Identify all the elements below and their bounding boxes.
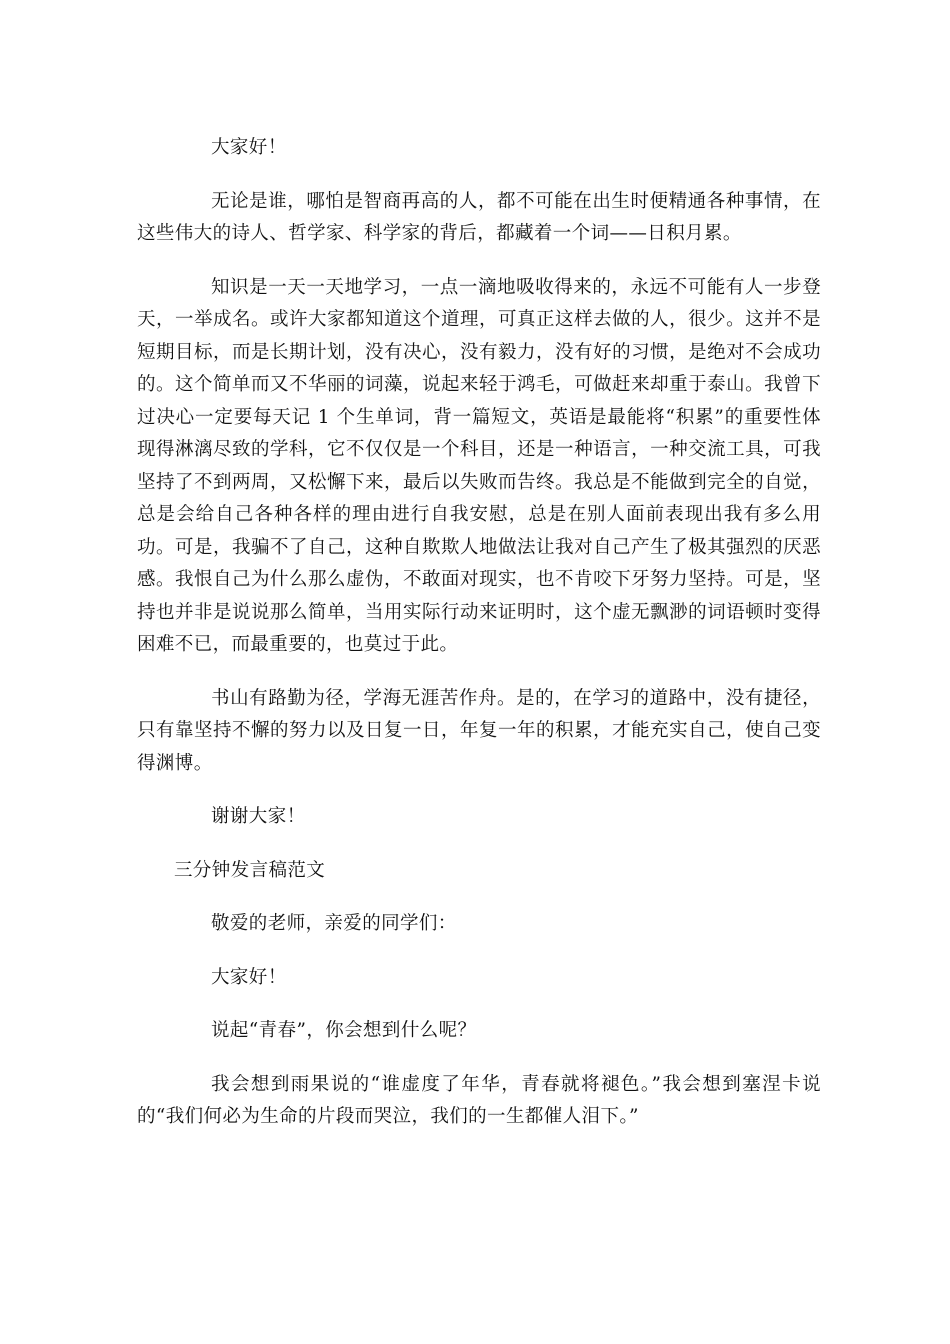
body-paragraph-3: 书山有路勤为径，学海无涯苦作舟。是的，在学习的道路中，没有捷径，只有靠坚持不懈的努力以及日复一日，年复一年的积累，才能充实自己，使自己变得渊博。	[137, 687, 821, 774]
body-paragraph-2: 知识是一天一天地学习，一点一滴地吸收得来的，永远不可能有人一步登天，一举成名。或许大家都知道这个道理，可真正这样去做的人，很少。这并不是短期目标，而是长期计划，没有决心，没有毅力，没有好的习惯，是绝对不会成功的。这个简单而又不华丽的词藻，说起来轻于鸿毛，可做赶来却重于泰山。我曾下过决心一定要每天记 1 个生单词，背一篇短文，英语是最能将“积累”的重要性体现得淋漓尽致的学科，它不仅仅是一个科目，还是一种语言，一种交流工具，可我坚持了不到两周，又松懈下来，最后以失败而告终。我总是不能做到完全的自觉，总是会给自己各种各样的理由进行自我安慰，总是在别人面前表现出我有多么用功。可是，我骗不了自己，这种自欺欺人地做法让我对自己产生了极其强烈的厌恶感。我恨自己为什么那么虚伪，不敢面对现实，也不肯咬下牙努力坚持。可是，坚持也并非是说说那么简单，当用实际行动来证明时，这个虚无飘渺的词语顿时变得困难不已，而最重要的，也莫过于此。	[137, 276, 821, 655]
body-paragraph-1: 无论是谁，哪怕是智商再高的人，都不可能在出生时便精通各种事情，在这些伟大的诗人、哲学家、科学家的背后，都藏着一个词——日积月累。	[137, 190, 821, 244]
question-paragraph: 说起“青春”，你会想到什么呢？	[211, 1020, 477, 1041]
document-body	[137, 132, 821, 1134]
salutation-paragraph: 敬爱的老师，亲爱的同学们：	[211, 913, 457, 934]
quote-paragraph: 我会想到雨果说的“谁虚度了年华，青春就将褪色。”我会想到塞涅卡说的“我们何必为生命的片段而哭泣，我们的一生都催人泪下。”	[137, 1073, 821, 1127]
closing-paragraph: 谢谢大家！	[211, 806, 306, 827]
greeting-paragraph: 大家好！	[211, 137, 287, 158]
section-title: 三分钟发言稿范文	[174, 859, 326, 881]
section-greeting-paragraph: 大家好！	[211, 966, 287, 988]
